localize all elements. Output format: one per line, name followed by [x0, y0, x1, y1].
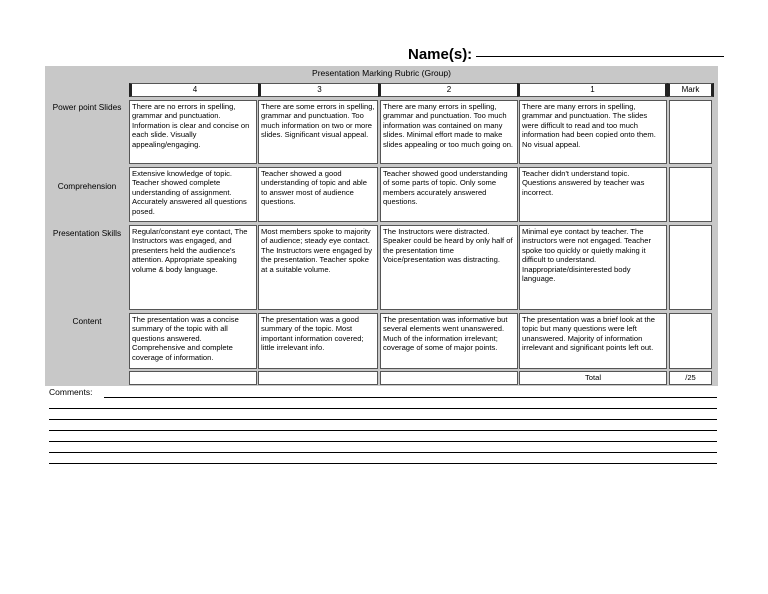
cell-skills-2: The Instructors were distracted. Speaker could be heard by only half of the presentation time Voice/presentation was distracting. — [380, 225, 518, 310]
mark-slides[interactable] — [669, 100, 712, 164]
mark-skills[interactable] — [669, 225, 712, 310]
rubric-table — [45, 66, 718, 386]
rubric-title: Presentation Marking Rubric (Group) — [312, 68, 451, 78]
cell-comprehension-4: Extensive knowledge of topic. Teacher showed complete understanding of assignment. Accurately answered all questions posed. — [129, 167, 257, 222]
comment-line[interactable] — [104, 397, 717, 398]
cell-content-1: The presentation was a brief look at the topic but many questions were left unanswered. Majority of information irrelevant and significant points left out. — [519, 313, 667, 369]
cell-slides-4: There are no errors in spelling, grammar and punctuation. Information is clear and concise on each slide. Visually appealing/engaging. — [129, 100, 257, 164]
cell-comprehension-3: Teacher showed a good understanding of topic and able to answer most of audience questions. — [258, 167, 378, 222]
header-score-2: 2 — [378, 83, 520, 97]
comments-label: Comments: — [49, 387, 93, 397]
total-row-empty-4 — [129, 371, 257, 385]
total-mark[interactable]: /25 — [669, 371, 712, 385]
comment-line[interactable] — [49, 419, 717, 420]
cell-content-3: The presentation was a good summary of the topic. Most important information covered; little irrelevant info. — [258, 313, 378, 369]
mark-comprehension[interactable] — [669, 167, 712, 222]
row-label-presentation-skills: Presentation Skills — [52, 228, 122, 238]
mark-content[interactable] — [669, 313, 712, 369]
row-label-slides: Power point Slides — [52, 102, 122, 112]
cell-slides-1: There are many errors in spelling, grammar and punctuation. The slides were difficult to read and too much information had been copied onto them. No visual appeal. — [519, 100, 667, 164]
comment-line[interactable] — [49, 441, 717, 442]
header-score-3: 3 — [258, 83, 381, 97]
row-label-comprehension: Comprehension — [57, 181, 117, 191]
cell-slides-2: There are many errors in spelling, grammar and punctuation. Too much information was contained on many slides. Minimal effort made to make slides appealing or too much going on. — [380, 100, 518, 164]
total-row-empty-2 — [380, 371, 518, 385]
name-label: Name(s): — [408, 46, 473, 63]
total-label: Total — [519, 371, 667, 385]
cell-skills-3: Most members spoke to majority of audience; steady eye contact. The Instructors were engaged by the presentation. Teacher spoke at a suitable volume. — [258, 225, 378, 310]
comment-line[interactable] — [49, 430, 717, 431]
cell-slides-3: There are some errors in spelling, grammar and punctuation. Too much information on two or more slides. Significant visual appeal. — [258, 100, 378, 164]
comment-line[interactable] — [49, 452, 717, 453]
header-mark: Mark — [667, 83, 714, 97]
cell-skills-1: Minimal eye contact by teacher. The instructors were not engaged. Teacher spoke too quickly or quietly making it difficult to understand. Inappropriate/disinterested body language. — [519, 225, 667, 310]
comment-line[interactable] — [49, 408, 717, 409]
name-field[interactable] — [408, 46, 724, 63]
cell-content-2: The presentation was informative but several elements went unanswered. Much of the information irrelevant; coverage of some of major points. — [380, 313, 518, 369]
cell-comprehension-2: Teacher showed good understanding of some parts of topic. Only some members accurately answered questions. — [380, 167, 518, 222]
name-blank-line[interactable] — [476, 45, 724, 57]
cell-skills-4: Regular/constant eye contact, The Instructors was engaged, and presenters held the audience's attention. Appropriate speaking volume & body language. — [129, 225, 257, 310]
header-score-1: 1 — [517, 83, 668, 97]
cell-comprehension-1: Teacher didn't understand topic. Questions answered by teacher was incorrect. — [519, 167, 667, 222]
header-score-4: 4 — [129, 83, 261, 97]
total-row-empty-3 — [258, 371, 378, 385]
comment-line[interactable] — [49, 463, 717, 464]
row-label-content: Content — [72, 316, 102, 326]
cell-content-4: The presentation was a concise summary of the topic with all questions answered. Comprehensive and complete coverage of information. — [129, 313, 257, 369]
